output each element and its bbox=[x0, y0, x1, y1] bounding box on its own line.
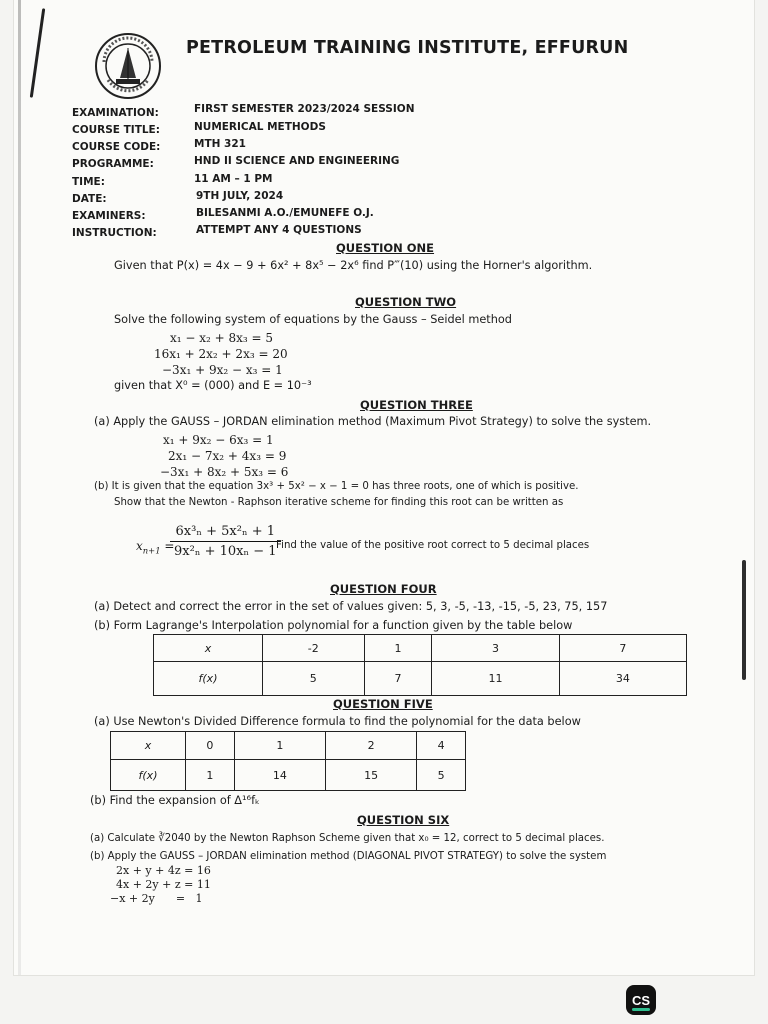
meta-label-course-title: COURSE TITLE: bbox=[72, 124, 160, 136]
question-six-b: (b) Apply the GAUSS – JORDAN elimination method (DIAGONAL PIVOT STRATEGY) to solve the system bbox=[90, 851, 607, 862]
newton-fraction bbox=[170, 524, 281, 559]
question-four-title: QUESTION FOUR bbox=[330, 582, 437, 596]
lagrange-table bbox=[153, 634, 687, 696]
table-cell: 5 bbox=[263, 662, 365, 696]
table-cell: 11 bbox=[432, 662, 559, 696]
divided-difference-table bbox=[110, 731, 466, 791]
question-three-title: QUESTION THREE bbox=[360, 398, 473, 412]
table-cell: 4 bbox=[417, 732, 466, 760]
question-two-intro: Solve the following system of equations by the Gauss – Seidel method bbox=[114, 313, 512, 326]
question-three-equation: x₁ + 9x₂ − 6x₃ = 1 bbox=[163, 433, 274, 447]
meta-label-time: TIME: bbox=[72, 176, 105, 188]
table-row-label: f(x) bbox=[154, 662, 263, 696]
question-three-b-line2: Show that the Newton - Raphson iterative scheme for finding this root can be written as bbox=[114, 497, 564, 508]
table-cell: 1 bbox=[186, 760, 235, 791]
institute-name: PETROLEUM TRAINING INSTITUTE, EFFURUN bbox=[186, 38, 629, 58]
institute-logo-icon bbox=[94, 32, 162, 100]
table-cell: 1 bbox=[364, 635, 432, 662]
question-six-equation: 4x + 2y + z = 11 bbox=[116, 878, 211, 891]
question-two-equation: x₁ − x₂ + 8x₃ = 5 bbox=[170, 331, 274, 345]
table-cell: 5 bbox=[417, 760, 466, 791]
paper-edge-shadow bbox=[18, 0, 21, 975]
table-row-label: x bbox=[111, 732, 186, 760]
table-row-label: x bbox=[154, 635, 263, 662]
question-five-b: (b) Find the expansion of Δ¹⁶fₖ bbox=[90, 794, 260, 807]
meta-label-examiners: EXAMINERS: bbox=[72, 210, 146, 222]
table-row-label: f(x) bbox=[111, 760, 186, 791]
meta-label-date: DATE: bbox=[72, 193, 107, 205]
question-six-equation: 2x + y + 4z = 16 bbox=[116, 864, 211, 877]
table-cell: 1 bbox=[234, 732, 325, 760]
question-four-a: (a) Detect and correct the error in the set of values given: 5, 3, -5, -13, -15, -5, 23, 75, 157 bbox=[94, 600, 608, 613]
question-six-title: QUESTION SIX bbox=[357, 813, 450, 827]
meta-value-programme: HND II SCIENCE AND ENGINEERING bbox=[194, 155, 400, 167]
table-cell: 2 bbox=[325, 732, 416, 760]
meta-label-examination: EXAMINATION: bbox=[72, 107, 159, 119]
table-cell: 0 bbox=[186, 732, 235, 760]
question-three-b-line1: (b) It is given that the equation 3x³ + 5x² − x − 1 = 0 has three roots, one of which is positive. bbox=[94, 481, 579, 492]
question-two-equation: 16x₁ + 2x₂ + 2x₃ = 20 bbox=[154, 347, 288, 361]
table-cell: 14 bbox=[234, 760, 325, 791]
table-cell: 15 bbox=[325, 760, 416, 791]
question-one-title: QUESTION ONE bbox=[336, 241, 435, 255]
question-three-equation: 2x₁ − 7x₂ + 4x₃ = 9 bbox=[168, 449, 287, 463]
table-cell: -2 bbox=[263, 635, 365, 662]
meta-label-course-code: COURSE CODE: bbox=[72, 141, 161, 153]
question-five-title: QUESTION FIVE bbox=[333, 697, 433, 711]
table-cell: 34 bbox=[559, 662, 686, 696]
table-cell: 3 bbox=[432, 635, 559, 662]
question-three-b-tail: Find the value of the positive root correct to 5 decimal places bbox=[276, 540, 590, 551]
meta-value-course-title: NUMERICAL METHODS bbox=[194, 121, 326, 133]
newton-denominator: 9x²ₙ + 10xₙ − 1 bbox=[174, 544, 277, 559]
camscanner-text: CS bbox=[631, 992, 651, 1008]
meta-value-date: 9TH JULY, 2024 bbox=[196, 190, 284, 202]
meta-value-examination: FIRST SEMESTER 2023/2024 SESSION bbox=[194, 103, 415, 115]
question-six-equation: −x + 2y = 1 bbox=[110, 892, 203, 905]
table-cell: 7 bbox=[364, 662, 432, 696]
question-one-text: Given that P(x) = 4x − 9 + 6x² + 8x⁵ − 2x⁶ find P‴(10) using the Horner's algorithm. bbox=[114, 259, 593, 272]
meta-value-time: 11 AM – 1 PM bbox=[194, 173, 273, 185]
question-five-a: (a) Use Newton's Divided Difference formula to find the polynomial for the data below bbox=[94, 715, 581, 728]
newton-lhs: $x_{n+1}$ = bbox=[136, 539, 175, 556]
question-six-a: (a) Calculate ∛2040 by the Newton Raphson Scheme given that x₀ = 12, correct to 5 decimal places. bbox=[90, 833, 605, 844]
meta-label-instruction: INSTRUCTION: bbox=[72, 227, 157, 239]
question-two-equation: −3x₁ + 9x₂ − x₃ = 1 bbox=[162, 363, 283, 377]
question-three-a-intro: (a) Apply the GAUSS – JORDAN elimination method (Maximum Pivot Strategy) to solve the system. bbox=[94, 415, 652, 428]
newton-numerator: 6x³ₙ + 5x²ₙ + 1 bbox=[170, 524, 281, 542]
question-two-given: given that X⁰ = (000) and E = 10⁻³ bbox=[114, 379, 312, 392]
question-two-title: QUESTION TWO bbox=[355, 295, 457, 309]
question-four-b: (b) Form Lagrange's Interpolation polynomial for a function given by the table below bbox=[94, 619, 573, 632]
pen-stroke bbox=[742, 560, 746, 680]
meta-value-instruction: ATTEMPT ANY 4 QUESTIONS bbox=[196, 224, 362, 236]
meta-label-programme: PROGRAMME: bbox=[72, 158, 154, 170]
meta-value-examiners: BILESANMI A.O./EMUNEFE O.J. bbox=[196, 207, 374, 219]
meta-value-course-code: MTH 321 bbox=[194, 138, 246, 150]
question-three-equation: −3x₁ + 8x₂ + 5x₃ = 6 bbox=[160, 465, 289, 479]
table-cell: 7 bbox=[559, 635, 686, 662]
camscanner-accent bbox=[632, 1008, 650, 1011]
